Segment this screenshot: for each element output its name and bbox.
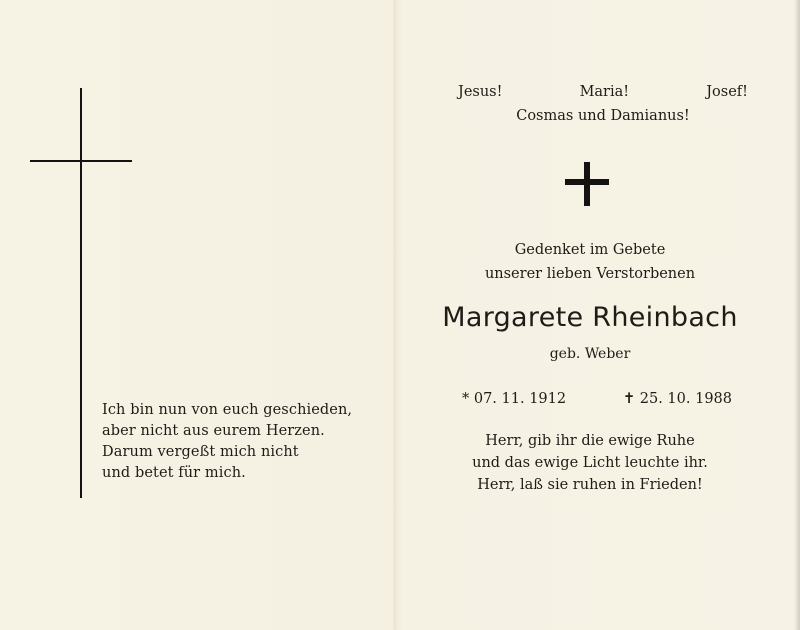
farewell-poem xyxy=(102,400,352,484)
cross-horizontal-bar xyxy=(30,160,132,162)
invocation xyxy=(458,84,748,124)
intro-line: unserer lieben Verstorbenen xyxy=(484,266,696,282)
prayer xyxy=(420,430,760,496)
invocation-josef: Josef! xyxy=(706,84,748,100)
death-date: ✝ 25. 10. 1988 xyxy=(623,391,732,407)
invocation-jesus: Jesus! xyxy=(458,84,503,100)
cross-icon xyxy=(565,162,609,206)
deceased-name: Margarete Rheinbach xyxy=(442,302,738,333)
fold-line xyxy=(394,0,396,630)
poem-line: aber nicht aus eurem Herzen. xyxy=(102,423,325,439)
poem-line: und betet für mich. xyxy=(102,465,246,481)
life-dates xyxy=(462,391,732,407)
poem-line: Darum vergeßt mich nicht xyxy=(102,444,299,460)
poem-line: Ich bin nun von euch geschieden, xyxy=(102,402,353,418)
prayer-line: Herr, laß sie ruhen in Frieden! xyxy=(477,477,703,493)
birth-date: * 07. 11. 1912 xyxy=(462,391,567,407)
cross-vertical-bar xyxy=(80,88,82,498)
right-panel xyxy=(420,0,780,630)
maiden-name: geb. Weber xyxy=(549,346,631,362)
invocation-saints: Cosmas und Damianus! xyxy=(516,108,690,124)
intro-line: Gedenket im Gebete xyxy=(514,242,666,258)
prayer-line: und das ewige Licht leuchte ihr. xyxy=(472,455,708,471)
invocation-maria: Maria! xyxy=(579,84,630,100)
prayer-line: Herr, gib ihr die ewige Ruhe xyxy=(485,433,695,449)
intro-text xyxy=(420,238,760,286)
